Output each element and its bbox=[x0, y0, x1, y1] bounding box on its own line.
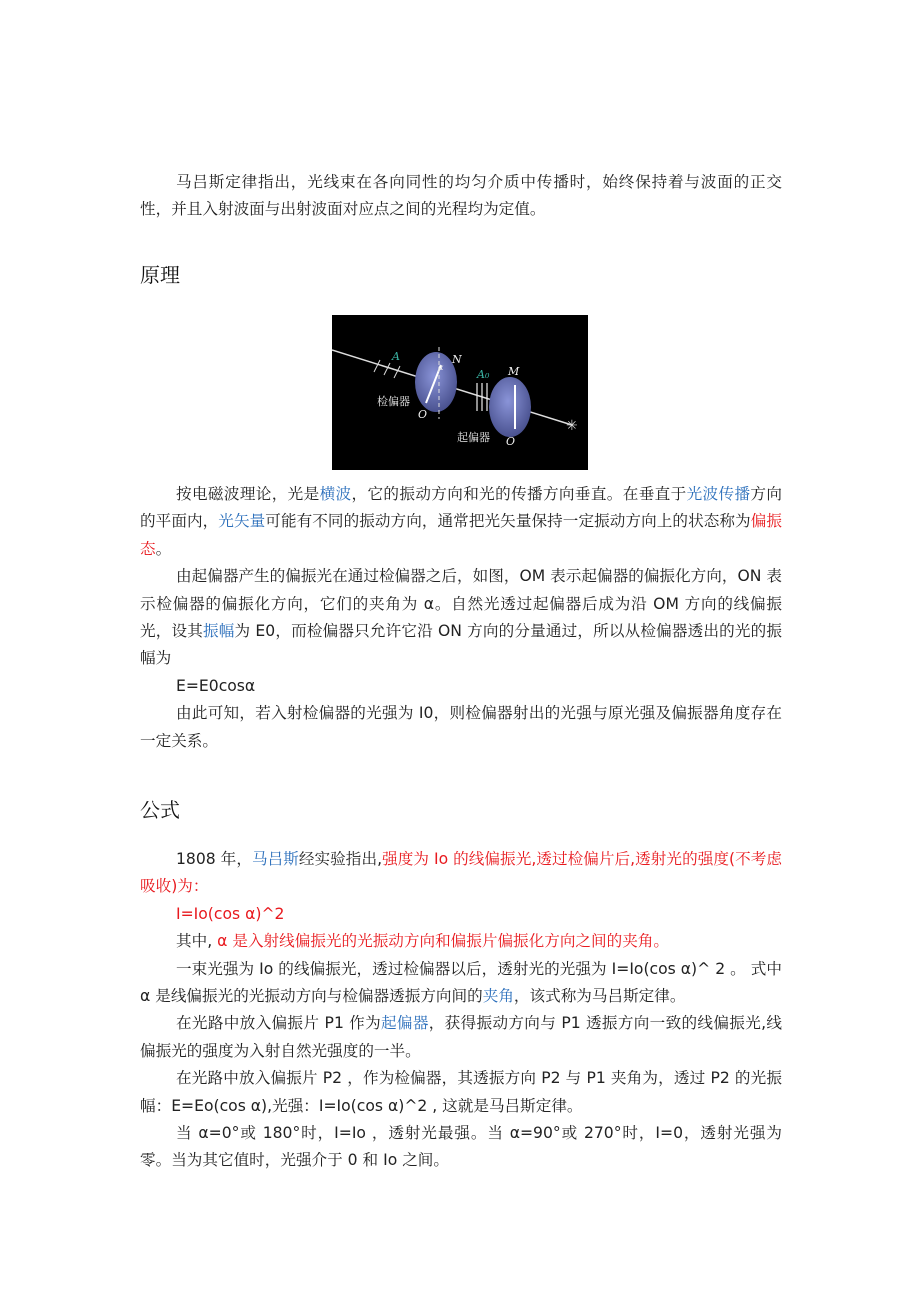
polarizer-ellipse bbox=[489, 377, 531, 437]
intro-text bbox=[140, 169, 782, 224]
text: 一束光强为 Io 的线偏振光，透过检偏器以后，透射光的光强为 I=Io(cos α)^ 2 。 式中 α 是线偏振光的光振动方向与检偏器透振方向间的 bbox=[140, 959, 782, 1006]
text: 由起偏器产生的偏振光在通过检偏器之后，如图，OM 表示起偏器的偏振化方向，ON 表示检偏器的偏振化方向，它们的夹角为 α。自然光透过起偏器后成为沿 OM 方向的线偏振光，设其 bbox=[140, 567, 782, 641]
text: 可能有不同的振动方向，通常把光矢量保持一定振动方向上的状态称为 bbox=[265, 512, 751, 531]
highlighted-text: I=Io(cos α)^2 bbox=[176, 904, 285, 923]
principle-text bbox=[140, 481, 782, 755]
text: 其中, bbox=[176, 932, 218, 951]
paragraph bbox=[140, 1010, 782, 1065]
link[interactable]: 光矢量 bbox=[218, 512, 266, 531]
text: 经实验指出, bbox=[298, 850, 383, 868]
paragraph bbox=[140, 563, 782, 673]
paragraph bbox=[140, 700, 782, 755]
paragraph bbox=[140, 901, 782, 928]
paragraph bbox=[140, 169, 782, 224]
polarizer-diagram bbox=[332, 315, 588, 470]
label-A: A bbox=[392, 350, 400, 363]
text: 为 E0，而检偏器只允许它沿 ON 方向的分量通过，所以从检偏器透出的光的振幅为 bbox=[140, 622, 782, 668]
text: 方向的平面内， bbox=[140, 485, 782, 531]
light-source-icon: ✳ bbox=[566, 418, 578, 434]
text: 1808 年， bbox=[176, 850, 252, 868]
text: 由此可知，若入射检偏器的光强为 I0，则检偏器射出的光强与原光强及偏振器角度存在一定关系。 bbox=[140, 704, 782, 750]
paragraph bbox=[140, 1065, 782, 1120]
link[interactable]: 夹角 bbox=[482, 987, 514, 1006]
analyzer-ellipse bbox=[415, 352, 457, 412]
formula-text bbox=[140, 846, 782, 1175]
text: ，获得振动方向与 P1 透振方向一致的线偏振光,线偏振光的强度为入射自然光强度的一半。 bbox=[140, 1014, 782, 1060]
paragraph bbox=[140, 1120, 782, 1175]
paragraph bbox=[140, 673, 782, 700]
text: 。 bbox=[155, 539, 172, 558]
text: 在光路中放入偏振片 P2 ，作为检偏器，其透振方向 P2 与 P1 夹角为，透过 P2 的光振幅：E=Eo(cos α),光强：I=Io(cos α)^2 , 这就是马吕斯定律。 bbox=[140, 1069, 782, 1115]
label-O2: O bbox=[506, 435, 516, 448]
text: 按电磁波理论，光是 bbox=[176, 485, 320, 503]
paragraph bbox=[140, 846, 782, 901]
label-alpha: α bbox=[438, 363, 444, 372]
text: E=E0cosα bbox=[176, 676, 256, 695]
paragraph bbox=[140, 956, 782, 1011]
label-A0: A₀ bbox=[477, 368, 490, 381]
text: 当 α=0°或 180°时，I=Io ，透射光最强。当 α=90°或 270°时，I=0，透射光强为零。当为其它值时，光强介于 0 和 Io 之间。 bbox=[140, 1124, 782, 1170]
link[interactable]: 起偏器 bbox=[381, 1014, 429, 1033]
link[interactable]: 马吕斯 bbox=[251, 850, 299, 868]
heading-principle: 原理 bbox=[140, 263, 180, 287]
link[interactable]: 光波传播 bbox=[686, 485, 751, 503]
text: ，该式称为马吕斯定律。 bbox=[513, 987, 686, 1006]
highlighted-text: α 是入射线偏振光的光振动方向和偏振片偏振化方向之间的夹角。 bbox=[217, 932, 669, 951]
label-polarizer: 起偏器 bbox=[457, 431, 490, 444]
text: 马吕斯定律指出，光线束在各向同性的均匀介质中传播时，始终保持着与波面的正交性，并且入射波面与出射波面对应点之间的光程均为定值。 bbox=[140, 173, 782, 219]
highlighted-text: 强度为 Io 的线偏振光,透过检偏片后,透射光的强度(不考虑吸收)为： bbox=[140, 850, 782, 896]
label-analyzer: 检偏器 bbox=[377, 395, 410, 408]
heading-formula: 公式 bbox=[140, 798, 180, 822]
highlighted-text: 偏振态 bbox=[140, 512, 782, 558]
paragraph bbox=[140, 481, 782, 563]
text: ，它的振动方向和光的传播方向垂直。在垂直于 bbox=[351, 485, 687, 503]
link[interactable]: 横波 bbox=[319, 485, 352, 503]
label-O1: O bbox=[418, 408, 428, 421]
label-N: N bbox=[452, 353, 462, 366]
paragraph bbox=[140, 928, 782, 955]
text: 在光路中放入偏振片 P1 作为 bbox=[176, 1014, 381, 1033]
link[interactable]: 振幅 bbox=[203, 622, 235, 641]
label-M: M bbox=[508, 365, 520, 378]
